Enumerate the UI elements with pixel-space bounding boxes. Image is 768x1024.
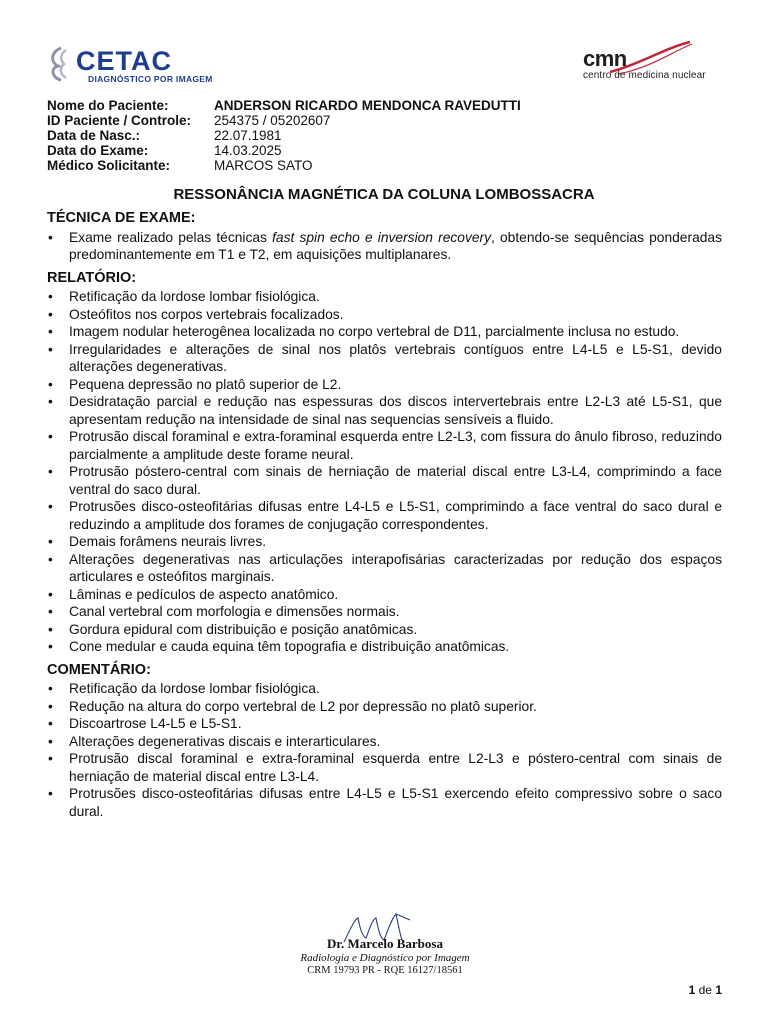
page-sep: de [695,983,716,997]
cetac-logo-text: CETAC [76,46,172,76]
tecnica-text-italic: fast spin echo e inversion recovery [272,229,492,245]
patient-id-label: ID Paciente / Controle: [47,113,192,128]
list-item: • Protrusão póstero-central com sinais de herniação de material discal entre L3-L4, comprimindo a face ventral do saco dural. [47,463,722,498]
list-item: • Gordura epidural com distribuição e posição anatômicas. [47,621,722,639]
cetac-emblem-icon [46,44,76,84]
list-item: • Desidratação parcial e redução nas espessuras dos discos intervertebrais entre L2-L3 até L5-S1, que apresentam redução na intensidade de sinal nas sequencias sensíveis a fluido. [47,393,722,428]
list-item: • Protrusões disco-osteofitárias difusas entre L4-L5 e L5-S1 exercendo efeito compressivo sobre o saco dural. [47,785,722,820]
cetac-logo [46,44,226,88]
cmn-logo-text: cmn [583,46,627,71]
relatorio-heading: RELATÓRIO: [47,269,137,286]
list-item: • Imagem nodular heterogênea localizada no corpo vertebral de D11, parcialmente inclusa no estudo. [47,323,722,341]
list-item: • Protrusão discal foraminal e extra-foraminal esquerda entre L2-L3, com fissura do ânulo fibroso, reduzindo parcialmente a amplitude deste forame neural. [47,428,722,463]
cmn-logo-subtitle: centro de medicina nuclear [583,70,706,81]
report-header [0,0,768,95]
list-item: • Alterações degenerativas discais e interarticulares. [47,733,722,751]
cmn-logo [580,38,730,88]
comentario-heading: COMENTÁRIO: [47,661,151,678]
cetac-logo-subtitle: DIAGNÓSTICO POR IMAGEM [88,74,213,84]
patient-name-label: Nome do Paciente: [47,98,169,113]
tecnica-text-post: , obtendo-se sequências ponderadas predominantemente em T1 e T2, em aquisições multiplanares. [69,229,722,262]
patient-row-exam-date [47,143,521,158]
tecnica-item [47,229,722,264]
list-item: • Alterações degenerativas nas articulações interapofisárias caracterizadas por redução dos espaços articulares e osteófitos marginais. [47,551,722,586]
list-item: • Demais forâmens neurais livres. [47,533,722,551]
requesting-doctor-label: Médico Solicitante: [47,158,171,173]
birth-date-label: Data de Nasc.: [47,128,141,143]
list-item: • Discoartrose L4-L5 e L5-S1. [47,715,722,733]
report-title: RESSONÂNCIA MAGNÉTICA DA COLUNA LOMBOSSACRA [173,186,595,203]
list-item: • Lâminas e pedículos de aspecto anatômico. [47,586,722,604]
patient-row-birth [47,128,521,143]
signature-name: Dr. Marcelo Barbosa [327,936,443,951]
patient-name-value: ANDERSON RICARDO MENDONCA RAVEDUTTI [214,98,521,113]
signature-crm: CRM 19793 PR - RQE 16127/18561 [307,965,463,976]
list-item: • Retificação da lordose lombar fisiológica. [47,680,722,698]
patient-row-id [47,113,521,128]
exam-date-label: Data do Exame: [47,143,149,158]
signature-block [285,910,485,980]
page-number [689,983,722,997]
patient-info [47,98,521,173]
patient-row-doctor [47,158,521,173]
patient-row-name [47,98,521,113]
list-item: • Redução na altura do corpo vertebral de L2 por depressão no platô superior. [47,698,722,716]
tecnica-heading: TÉCNICA DE EXAME: [47,210,196,226]
exam-date-value: 14.03.2025 [214,143,282,158]
list-item: • Cone medular e cauda equina têm topografia e distribuição anatômicas. [47,638,722,656]
list-item: • Protrusões disco-osteofitárias difusas entre L4-L5 e L5-S1, comprimindo a face ventral do saco dural e reduzindo a amplitude dos forames de conjugação correspondentes. [47,498,722,533]
list-item: • Irregularidades e alterações de sinal nos platôs vertebrais contíguos entre L4-L5 e L5-S1, devido alterações degenerativas. [47,341,722,376]
page-current: 1 [688,983,696,997]
requesting-doctor-value: MARCOS SATO [214,158,313,173]
patient-id-value: 254375 / 05202607 [214,113,331,128]
list-item: • Pequena depressão no platô superior de L2. [47,376,722,394]
list-item: • Retificação da lordose lombar fisiológica. [47,288,722,306]
list-item: • Canal vertebral com morfologia e dimensões normais. [47,603,722,621]
signature-role: Radiologia e Diagnóstico por Imagem [300,952,470,964]
tecnica-text-pre: Exame realizado pelas técnicas [69,229,273,245]
list-item: • Osteófitos nos corpos vertebrais focalizados. [47,306,722,324]
relatorio-list [47,288,722,656]
report-body [47,210,722,820]
birth-date-value: 22.07.1981 [214,128,282,143]
list-item: • Protrusão discal foraminal e extra-foraminal esquerda entre L2-L3 e póstero-central com sinais de herniação de material discal entre L3-L4. [47,750,722,785]
comentario-list [47,680,722,820]
page-total: 1 [715,983,722,997]
tecnica-list [47,229,722,264]
